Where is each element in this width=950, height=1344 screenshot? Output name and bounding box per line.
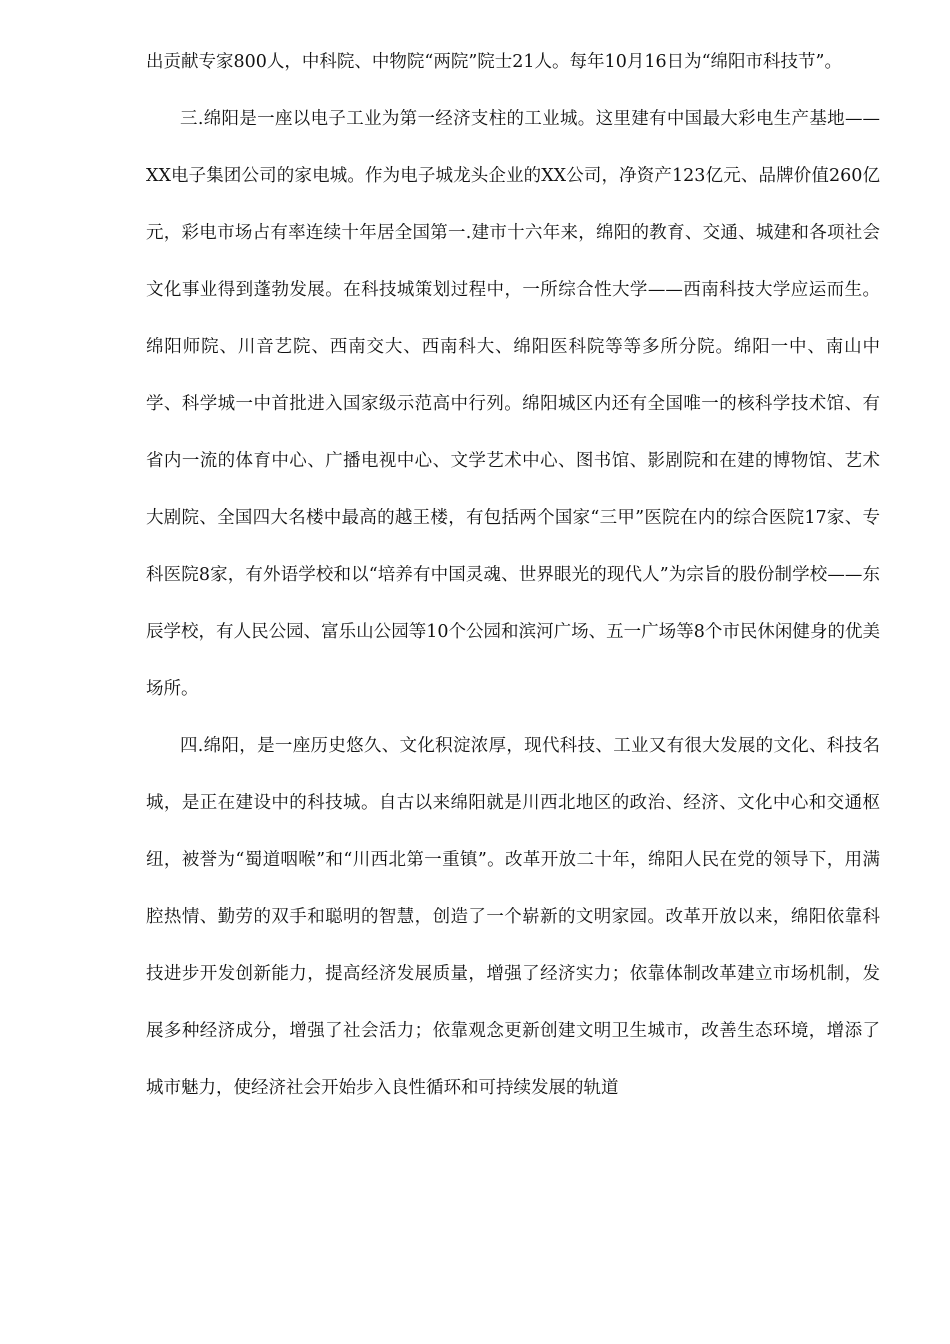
paragraph-continuation: 出贡献专家800人，中科院、中物院“两院”院士21人。每年10月16日为“绵阳市科技节”。 (146, 52, 842, 72)
paragraph-section-4: 四.绵阳，是一座历史悠久、文化积淀浓厚，现代科技、工业又有很大发展的文化、科技名城，是正在建设中的科技城。自古以来绵阳就是川西北地区的政治、经济、文化中心和交通枢纽，被誉为“蜀道咽喉”和“川西北第一重镇”。改革开放二十年，绵阳人民在党的领导下，用满腔热情、勤劳的双手和聪明的智慧，创造了一个崭新的文明家园。改革开放以来，绵阳依靠科技进步开发创新能力，提高经济发展质量，增强了经济实力；依靠体制改革建立市场机制，发展多种经济成分，增强了社会活力；依靠观念更新创建文明卫生城市，改善生态环境，增添了城市魅力，使经济社会开始步入良性循环和可持续发展的轨道 (146, 736, 880, 1098)
paragraph-section-3: 三.绵阳是一座以电子工业为第一经济支柱的工业城。这里建有中国最大彩电生产基地——XX电子集团公司的家电城。作为电子城龙头企业的XX公司，净资产123亿元、品牌价值260亿元，彩电市场占有率连续十年居全国第一.建市十六年来，绵阳的教育、交通、城建和各项社会文化事业得到蓬勃发展。在科技城策划过程中，一所综合性大学——西南科技大学应运而生。绵阳师院、川音艺院、西南交大、西南科大、绵阳医科院等等多所分院。绵阳一中、南山中学、科学城一中首批进入国家级示范高中行列。绵阳城区内还有全国唯一的核科学技术馆、有省内一流的体育中心、广播电视中心、文学艺术中心、图书馆、影剧院和在建的博物馆、艺术大剧院、全国四大名楼中最高的越王楼，有包括两个国家“三甲”医院在内的综合医院17家、专科医院8家，有外语学校和以“培养有中国灵魂、世界眼光的现代人”为宗旨的股份制学校——东辰学校，有人民公园、富乐山公园等10个公园和滨河广场、五一广场等8个市民休闲健身的优美场所。 (146, 109, 880, 699)
body-text (146, 34, 880, 1117)
